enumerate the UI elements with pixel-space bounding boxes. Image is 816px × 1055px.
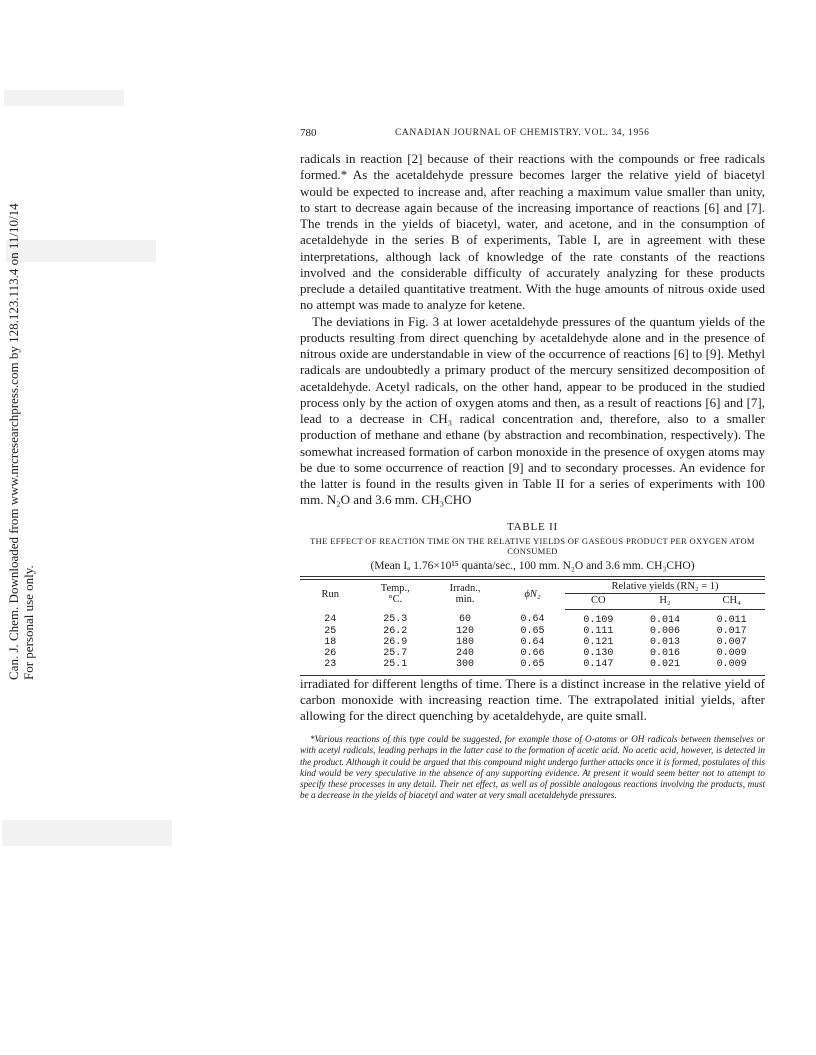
cell-h2: 0.016 (649, 647, 680, 659)
cell-irradn: 120 (456, 625, 475, 637)
table-row (300, 626, 765, 637)
col-temp: Temp., °C. (380, 583, 410, 606)
cell-phi: 0.64 (520, 614, 545, 626)
cell-ch4: 0.009 (698, 659, 765, 676)
col-h2: H₂ (632, 593, 699, 609)
col-co: CO (565, 593, 632, 609)
cell-temp: 25.1 (360, 659, 430, 676)
cell-h2: 0.021 (632, 659, 699, 676)
cell-co: 0.130 (583, 647, 614, 659)
cell-phi: 0.65 (520, 625, 545, 637)
cell-phi: 0.65 (500, 659, 565, 676)
cell-temp: 25.7 (383, 647, 408, 659)
cell-run: 26 (324, 647, 337, 659)
page-number: 780 (300, 127, 317, 139)
table-row (300, 609, 765, 626)
download-stamp-line: Can. J. Chem. Downloaded from www.nrcresearchpress.com by 128.123.113.4 on 11/10/14 (6, 203, 21, 680)
cell-h2: 0.013 (649, 636, 680, 648)
cell-run: 18 (324, 636, 337, 648)
scan-speckle (4, 90, 124, 106)
cell-irradn: 300 (430, 659, 500, 676)
col-group-relative-yields: Relative yields (RN₂ = 1) (565, 579, 765, 593)
cell-temp: 26.9 (383, 636, 408, 648)
cell-co: 0.121 (583, 636, 614, 648)
cell-h2: 0.006 (649, 625, 680, 637)
data-table (300, 576, 765, 676)
table-conditions: (Mean Iₐ 1.76×10¹⁵ quanta/sec., 100 mm. N₂O and 3.6 mm. CH₃CHO) (370, 559, 695, 572)
table-row (300, 659, 765, 676)
paragraph: radicals in reaction [2] because of their reactions with the compounds or free radicals formed.* As the acetaldehyde pressure becomes larger the relative yield of biacetyl would be expected to increase and, after reaching a maximum value smaller than unity, to start to decrease again because of the increasing importance of reactions [6] and [7]. The trends in the yields of biacetyl, water, and acetone, and in the consumption of acetaldehyde in the series B of experiments, Table I, are in agreement with these interpretations, although lack of knowledge of the rate constants of the reactions involved and the considerable difficulty of accurately analyzing for these products preclude a detailed quantitative treatment. With the huge amounts of nitrous oxide used no attempt was made to analyze for ketene. (300, 151, 765, 313)
table-caption: THE EFFECT OF REACTION TIME ON THE RELATIVE YIELDS OF GASEOUS PRODUCT PER OXYGEN ATOM CONSUMED (310, 535, 755, 556)
paragraph: The deviations in Fig. 3 at lower acetaldehyde pressures of the quantum yields of the products resulting from direct quenching by acetaldehyde alone and in the presence of nitrous oxide are understandable in view of the occurrence of reactions [6] to [9]. Methyl radicals are undoubtedly a primary product of the mercury sensitized decomposition of acetaldehyde. Acetyl radicals, on the other hand, appear to be produced in the studied process only by the action of oxygen atoms and then, as a result of reactions [6] and [7], lead to a decrease in CH₃ radical concentration and, therefore, also to a smaller production of methane and ethane (by abstraction and recombination, respectively). The somewhat increased formation of carbon monoxide in the presence of oxygen atoms may be due to some occurrence of reaction [9] and to secondary processes. An evidence for the latter is found in the results given in Table II for a series of experiments with 100 mm. N₂O and 3.6 mm. CH₃CHO (300, 313, 765, 508)
running-head (300, 127, 765, 143)
cell-ch4: 0.009 (716, 647, 747, 659)
journal-title: CANADIAN JOURNAL OF CHEMISTRY. VOL. 34, 1956 (395, 128, 650, 138)
col-phi: ϕN₂ (524, 588, 541, 600)
cell-run: 25 (324, 625, 337, 637)
scan-speckle (2, 820, 172, 846)
cell-co: 0.147 (565, 659, 632, 676)
cell-irradn: 180 (456, 636, 475, 648)
cell-ch4: 0.007 (716, 636, 747, 648)
cell-co: 0.111 (583, 625, 614, 637)
table-row (300, 637, 765, 648)
cell-co: 0.109 (583, 614, 614, 626)
cell-ch4: 0.011 (716, 614, 747, 626)
col-run: Run (321, 588, 339, 600)
cell-ch4: 0.017 (716, 625, 747, 637)
cell-h2: 0.014 (649, 614, 680, 626)
cell-irradn: 240 (456, 647, 475, 659)
download-stamp-line: For personal use only. (21, 565, 36, 680)
download-stamp (6, 203, 36, 680)
cell-temp: 25.3 (383, 614, 408, 626)
cell-phi: 0.64 (520, 636, 545, 648)
cell-irradn: 60 (459, 614, 472, 626)
footnote: *Various reactions of this type could be suggested, for example those of O-atoms or OH radicals between themselves or with acetyl radicals, leading perhaps in the latter case to the formation of acetic acid. No acetic acid, however, is detected in the product. Although it could be argued that this compound might undergo further attacks once it is formed, postulates of this kind would be very speculative in the absence of any supporting evidence. At present it would seem better not to attempt to specify these processes in any detail. Their net effect, as well as of possible analogous reactions involving the products, must be a decrease in the yields of biacetyl and water at very small acetaldehyde pressures. (300, 734, 765, 801)
cell-temp: 26.2 (383, 625, 408, 637)
cell-run: 23 (300, 659, 360, 676)
table-row (300, 648, 765, 659)
cell-phi: 0.66 (520, 647, 545, 659)
col-irradn: Irradn., min. (449, 583, 481, 606)
cell-run: 24 (324, 614, 337, 626)
table-title: TABLE II (506, 520, 559, 533)
col-ch4: CH₄ (698, 593, 765, 609)
paragraph: irradiated for different lengths of time. There is a distinct increase in the relative yield of carbon monoxide with increasing reaction time. The extrapolated initial yields, after allowing for the direct quenching by acetaldehyde, are quite small. (300, 675, 765, 723)
page-content (300, 127, 765, 811)
